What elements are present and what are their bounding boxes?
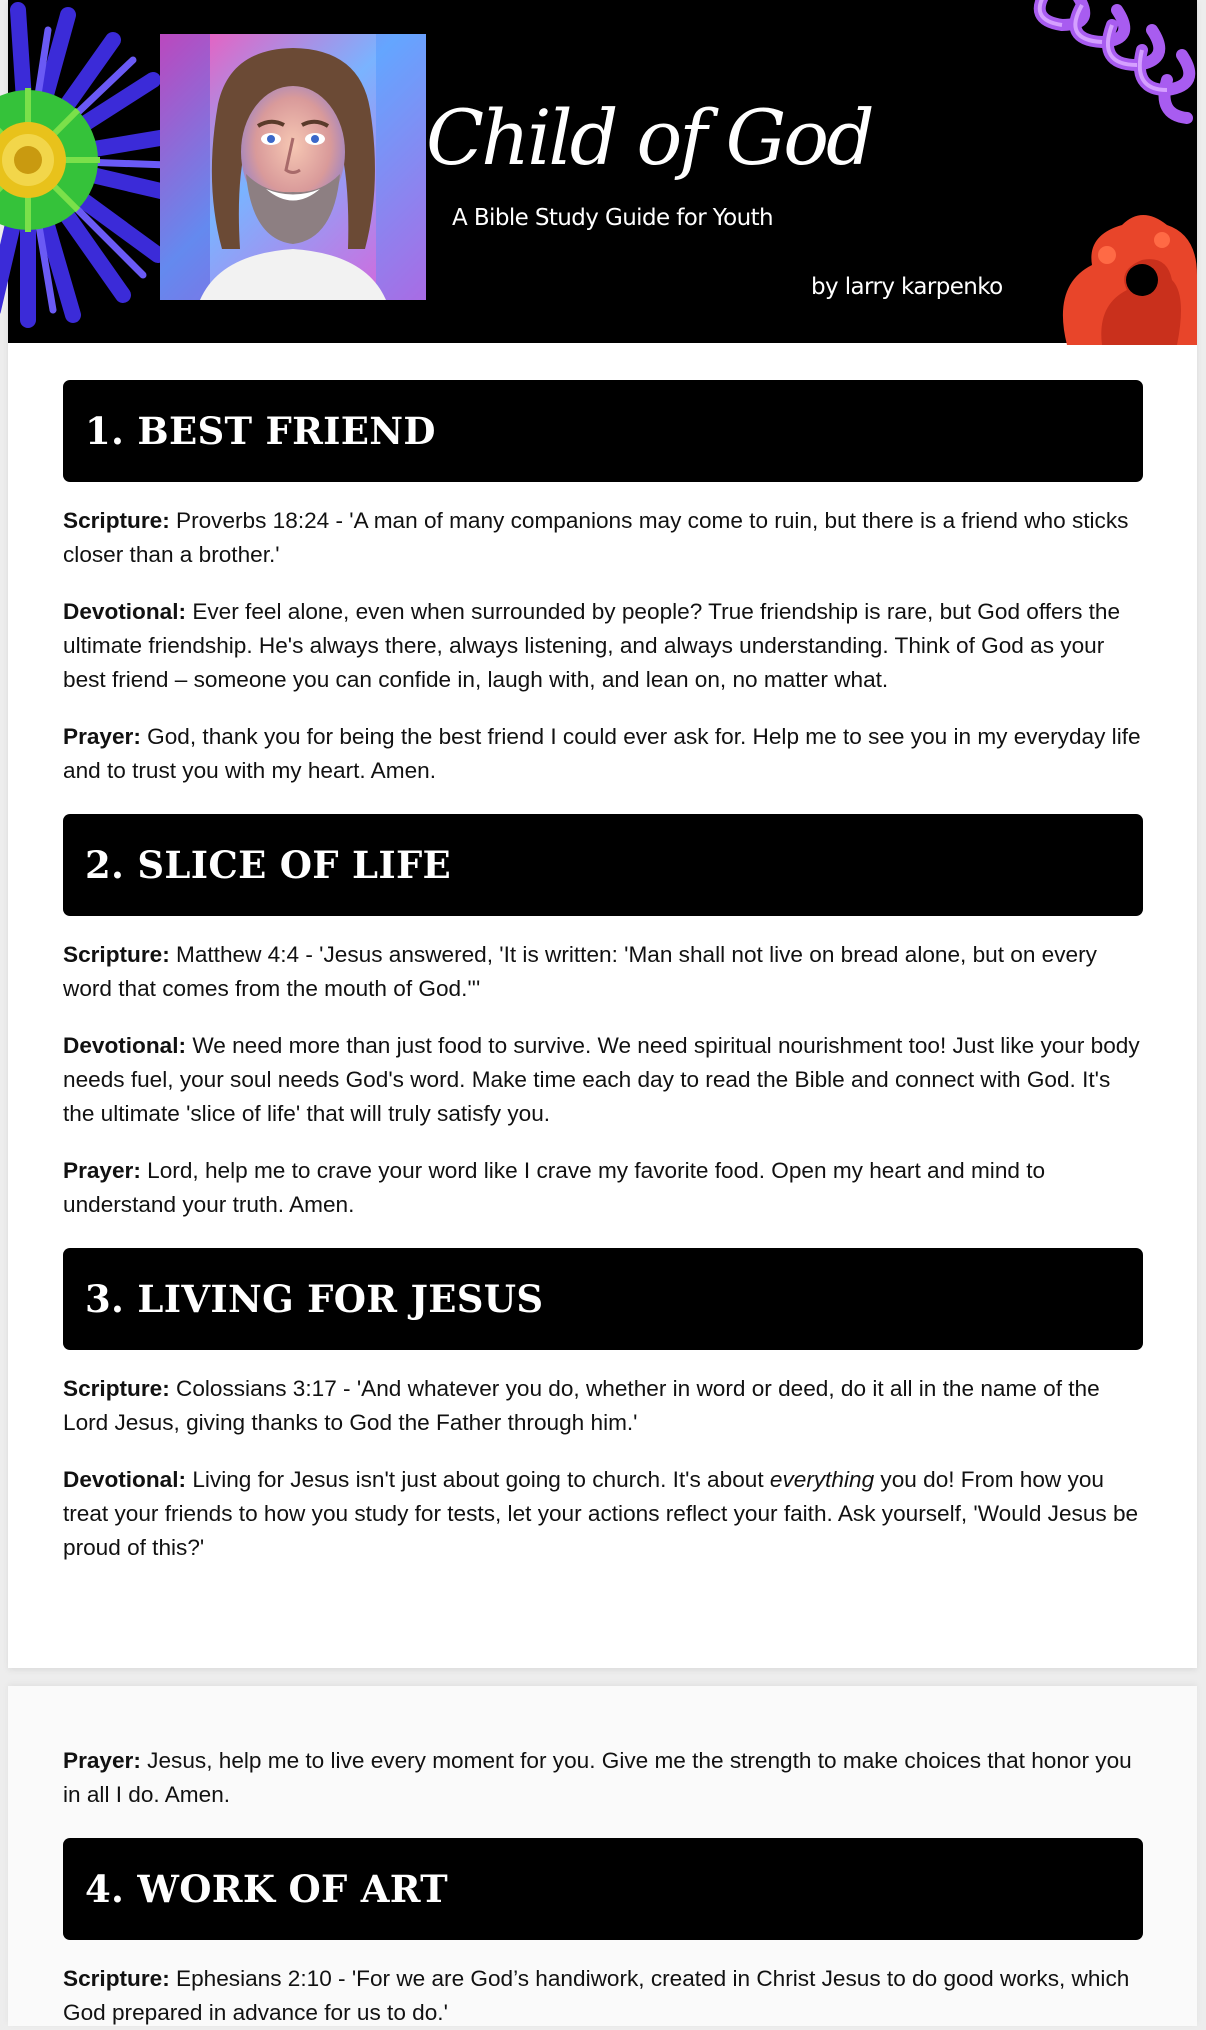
scripture-paragraph <box>63 938 1143 1006</box>
scripture-label: Scripture: <box>63 1966 170 1991</box>
devotional-label: Devotional: <box>63 1467 187 1492</box>
coil-illustration <box>1007 0 1197 150</box>
section-heading-best-friend <box>63 380 1143 482</box>
section-title: 3. LIVING FOR JESUS <box>85 1277 544 1321</box>
prayer-text: Jesus, help me to live every moment for you. Give me the strength to make choices that honor you in all I do. Amen. <box>63 1748 1132 1807</box>
scripture-text: Ephesians 2:10 - 'For we are God’s handiwork, created in Christ Jesus to do good works, which God prepared in advance for us to do.' <box>63 1966 1130 2025</box>
devotional-label: Devotional: <box>63 599 187 624</box>
prayer-label: Prayer: <box>63 1158 141 1183</box>
prayer-label: Prayer: <box>63 1748 141 1773</box>
prayer-label: Prayer: <box>63 724 141 749</box>
page-content <box>63 1744 1143 2030</box>
scripture-text: Colossians 3:17 - 'And whatever you do, whether in word or deed, do it all in the name of the Lord Jesus, giving thanks to God the Father through him.' <box>63 1376 1100 1435</box>
devotional-text-start: Living for Jesus isn't just about going to church. It's about <box>192 1467 770 1492</box>
devotional-paragraph <box>63 1029 1143 1131</box>
devotional-text: We need more than just food to survive. We need spiritual nourishment too! Just like your body needs fuel, your soul needs God's word. Make time each day to read the Bible and connect with God. It's the ultimate 'slice of life' that will truly satisfy you. <box>63 1033 1140 1126</box>
devotional-paragraph <box>63 1463 1143 1565</box>
prayer-paragraph <box>63 1744 1143 1812</box>
author-byline: by larry karpenko <box>811 274 1003 300</box>
section-title: 2. SLICE OF LIFE <box>85 843 452 887</box>
scripture-paragraph <box>63 504 1143 572</box>
devotional-paragraph <box>63 595 1143 697</box>
section-heading-living-for-jesus <box>63 1248 1143 1350</box>
scripture-paragraph <box>63 1372 1143 1440</box>
devotional-label: Devotional: <box>63 1033 187 1058</box>
scripture-text: Proverbs 18:24 - 'A man of many companions may come to ruin, but there is a friend who sticks closer than a brother.' <box>63 508 1129 567</box>
scripture-label: Scripture: <box>63 942 170 967</box>
document-subtitle: A Bible Study Guide for Youth <box>452 205 774 231</box>
author-portrait <box>160 34 426 300</box>
devotional-emphasis: everything <box>769 1467 875 1492</box>
prayer-paragraph <box>63 1154 1143 1222</box>
section-heading-work-of-art <box>63 1838 1143 1940</box>
prayer-text: God, thank you for being the best friend I could ever ask for. Help me to see you in my everyday life and to trust you with my heart. Amen. <box>63 724 1141 783</box>
coral-illustration <box>1047 195 1197 345</box>
devotional-text: Ever feel alone, even when surrounded by people? True friendship is rare, but God offers the ultimate friendship. He's always there, always listening, and always understanding. Think of God as your best friend – someone you can confide in, laugh with, and lean on, no matter what. <box>63 599 1121 692</box>
prayer-text: Lord, help me to crave your word like I crave my favorite food. Open my heart and mind to understand your truth. Amen. <box>63 1158 1046 1217</box>
header-banner <box>8 0 1197 343</box>
page-sheet-1 <box>8 0 1197 1668</box>
scripture-paragraph <box>63 1962 1143 2030</box>
section-heading-slice-of-life <box>63 814 1143 916</box>
scripture-text: Matthew 4:4 - 'Jesus answered, 'It is written: 'Man shall not live on bread alone, but on every word that comes from the mouth of God.''' <box>63 942 1097 1001</box>
section-title: 4. WORK OF ART <box>85 1867 448 1911</box>
document-title: Child of God <box>426 93 872 182</box>
page-content <box>63 380 1143 1565</box>
scripture-label: Scripture: <box>63 1376 170 1401</box>
devotional-text-end: you do! From how you treat your friends to how you study for tests, let your actions reflect your faith. Ask yourself, 'Would Jesus be proud of this?' <box>63 1467 1139 1560</box>
page-sheet-2 <box>8 1686 1197 2026</box>
section-title: 1. BEST FRIEND <box>85 409 436 453</box>
scripture-label: Scripture: <box>63 508 170 533</box>
prayer-paragraph <box>63 720 1143 788</box>
